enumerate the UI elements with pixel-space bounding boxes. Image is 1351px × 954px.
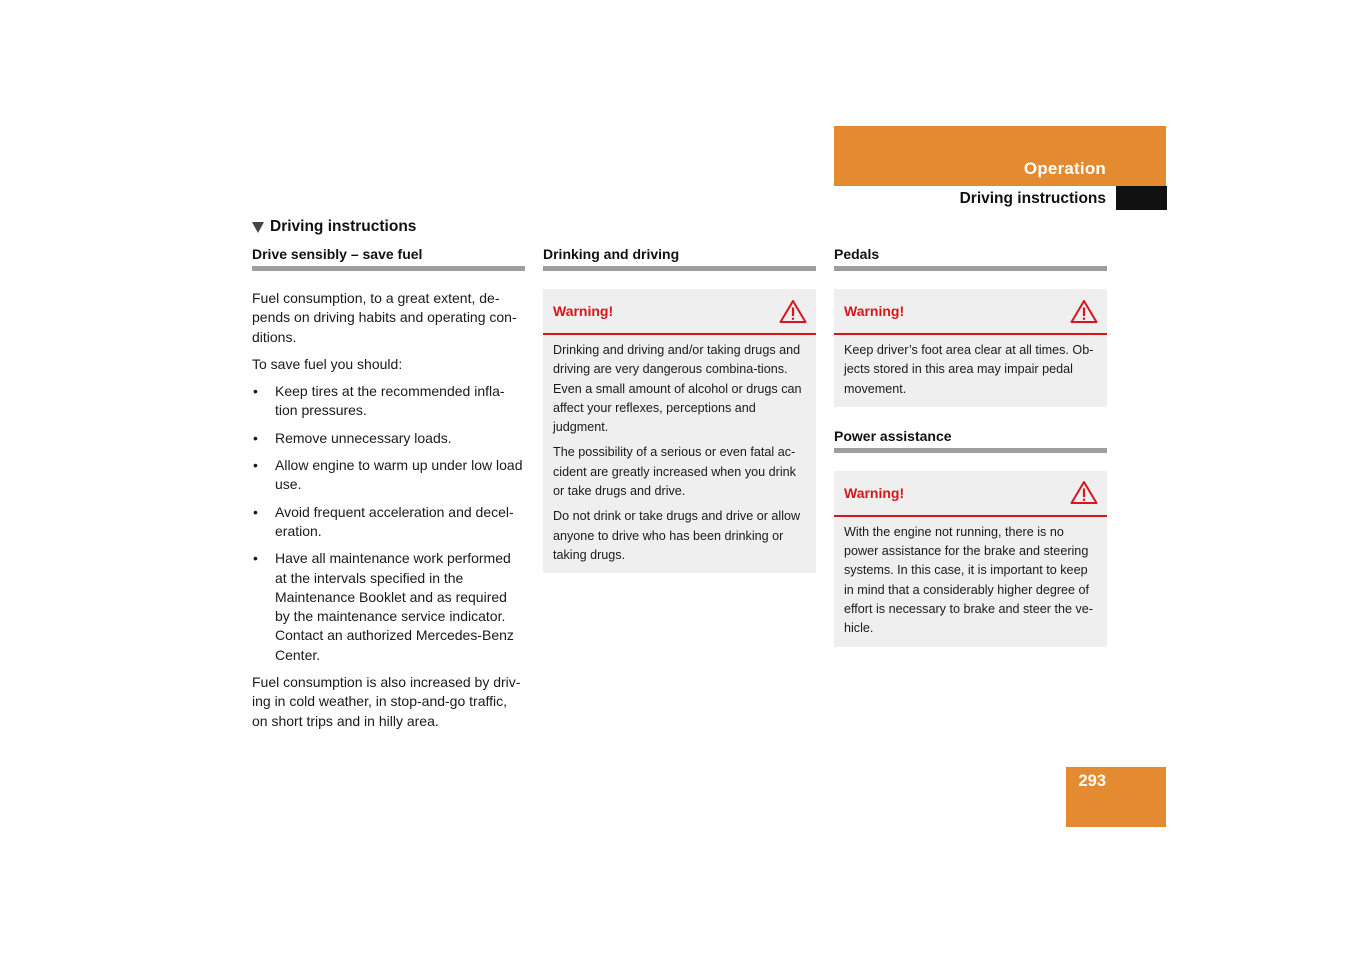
list-item: • Keep tires at the recommended infla-tion pressures. [252, 382, 525, 421]
list-item: • Avoid frequent acceleration and decel-eration. [252, 503, 525, 542]
warning-label: Warning! [844, 303, 905, 319]
list-item: • Allow engine to warm up under low load use. [252, 456, 525, 495]
header-section-title: Operation [1023, 159, 1106, 178]
warning-label: Warning! [553, 303, 614, 319]
warning-paragraph: With the engine not running, there is no power assistance for the brake and steering systems. In this case, it is important to keep in mind that a considerably higher degree of effort is necessary to brake and steer the ve-hicle. [844, 524, 1093, 636]
warning-body [834, 517, 1107, 647]
column-pedals-power [834, 245, 1107, 647]
warning-header [834, 289, 1107, 335]
list-item: • Remove unnecessary loads. [252, 429, 525, 448]
warning-label: Warning! [844, 484, 905, 501]
warning-body [543, 335, 816, 573]
outro-paragraph: Fuel consumption is also increased by driv-ing in cold weather, in stop-and-go traffic, on short trips and in hilly area. [252, 674, 521, 729]
heading-pedals: Pedals [834, 245, 1107, 271]
heading-power-assistance: Power assistance [834, 427, 1107, 453]
lead-paragraph: To save fuel you should: [252, 355, 403, 372]
header-black-marker [1116, 186, 1167, 210]
triangle-down-icon [252, 222, 264, 233]
page-number: 293 [1078, 772, 1106, 790]
fuel-tips-list [252, 382, 525, 665]
warning-paragraph: Do not drink or take drugs and drive or allow anyone to drive who has been drinking or taking drugs. [553, 509, 801, 562]
page-title [252, 218, 416, 236]
warning-paragraph: The possibility of a serious or even fatal ac-cident are greatly increased when you drink or take drugs and drive. [553, 445, 796, 499]
warning-header [543, 289, 816, 335]
warning-box-drinking [543, 289, 816, 573]
page-title-text: Driving instructions [270, 218, 417, 235]
warning-triangle-icon [779, 299, 807, 324]
column-drinking-driving [543, 245, 816, 573]
warning-body [834, 335, 1107, 407]
warning-box-pedals [834, 289, 1107, 407]
warning-header [834, 471, 1107, 517]
column-save-fuel [252, 245, 525, 739]
heading-drinking-driving: Drinking and driving [543, 245, 816, 271]
warning-box-power [834, 471, 1107, 647]
warning-paragraph: Drinking and driving and/or taking drugs and driving are very dangerous combina-tions. Even a small amount of alcohol or drugs can affect your reflexes, perceptions and judgment. [553, 343, 802, 435]
list-item: • Have all maintenance work performed at the intervals specified in the Maintenance Booklet and as required by the maintenance service indicator. Contact an authorized Mercedes-Benz Center. [252, 549, 525, 665]
warning-paragraph: Keep driver’s foot area clear at all times. Ob-jects stored in this area may impair pedal movement. [844, 343, 1094, 396]
warning-triangle-icon [1070, 299, 1098, 324]
heading-save-fuel: Drive sensibly – save fuel [252, 245, 525, 271]
intro-paragraph: Fuel consumption, to a great extent, de-pends on driving habits and operating con-ditions. [252, 290, 517, 345]
header-subsection-title: Driving instructions [959, 190, 1106, 207]
warning-triangle-icon [1070, 480, 1098, 505]
